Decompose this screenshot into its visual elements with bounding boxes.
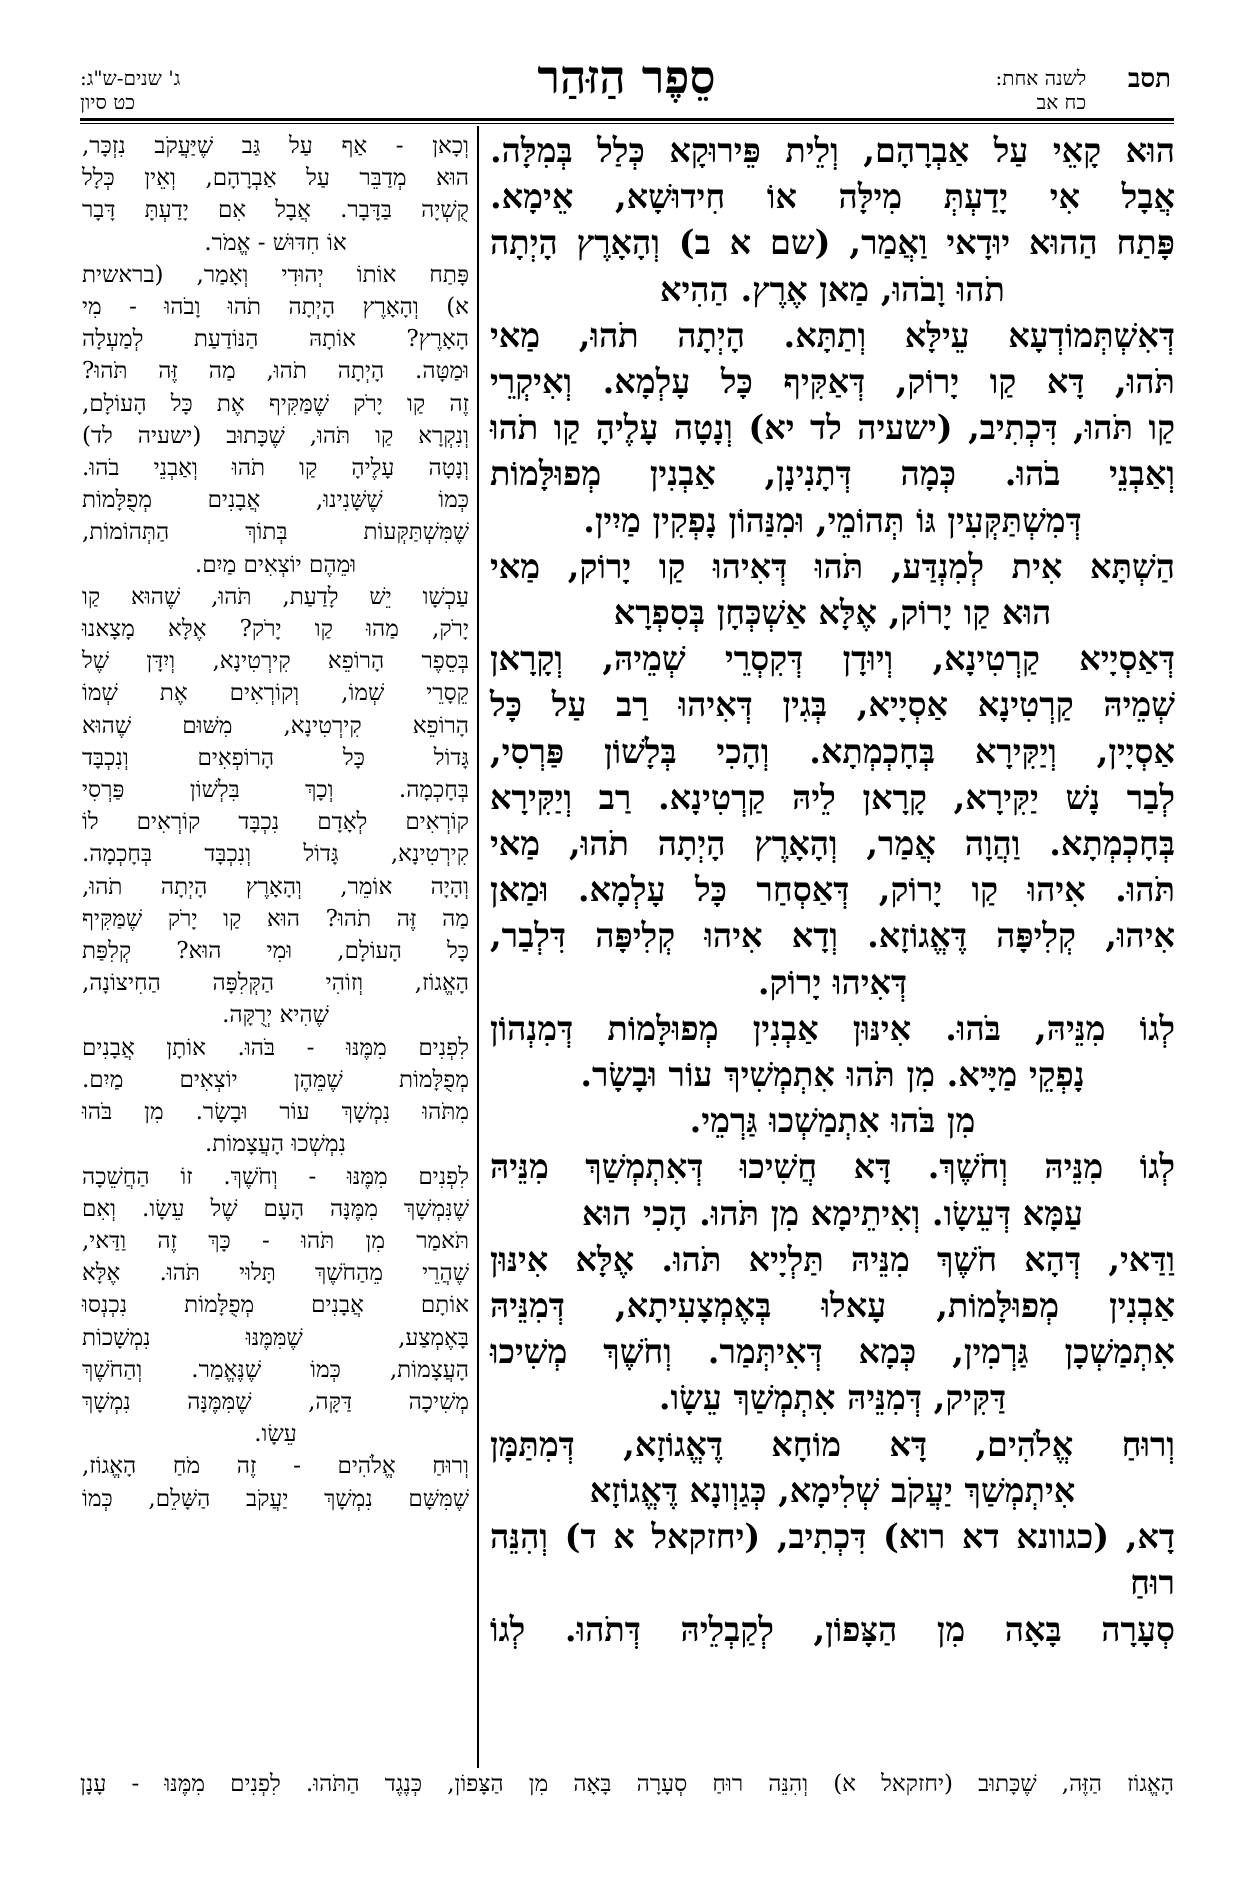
text-line: דְּמִשְׁתַּקְּעִין גּוֹ תְּהוֹמֵי, וּמִנַּהוֹן נָפְקִין מַיִין. xyxy=(583,500,1082,540)
text-line: מִן בֹּהוּ אִתְמַשְׁכוּ גַּרְמֵי. xyxy=(689,1101,976,1141)
header-left xyxy=(80,66,260,114)
schedule-left: ג' שנים-ש"ג: xyxy=(80,66,181,90)
text-line: אַבְנִין מְפוּלָּמוֹת, עָאלוּ בְּאֶמְצָעִיתָא, דְּמִנֵּיהּ xyxy=(490,1286,1175,1326)
text-line: לְבַר נָשׁ יַקִּירָא, קָרָאן לֵיהּ קַרְטִינָא. רַב וְיַקִּירָא xyxy=(490,777,1175,817)
translation-line: קֵסָרֵי שְׁמוֹ, וְקוֹרְאִים אֶת שְׁמוֹ xyxy=(82,680,469,707)
text-line: פָּתַח הַהוּא יוּדָאי וַאֲמַר, (שם א ב) וְהָאָרֶץ הָיְתָה xyxy=(490,223,1175,263)
translation-line: קֻשְׁיָה בַּדָּבָר. אֲבָל אִם יָדַעְתָּ דָּבָר xyxy=(82,197,469,224)
text-line: הַשְׁתָּא אִית לְמִנְדַּע, תֹּהוּ דְּאִיהוּ קַו יָרוֹק, מַאי xyxy=(490,546,1175,586)
text-line: דָא, (כגוונא דא רוא) דִּכְתִיב, (יחזקאל א ד) וְהִנֵּה רוּחַ xyxy=(490,1517,1175,1603)
text-line: אַסְיָין, וְיַקִּירָא בְּחָכְמְתָא. וְהָכִי בְּלָשׁוֹן פַּרְסִי, xyxy=(490,731,1175,771)
translation-line: וְנִקְרָא קַו תֹּהוּ, שֶׁכָּתוּב (ישעיה לד) xyxy=(82,422,469,449)
page-title: סֵפֶר הַזּהַר xyxy=(537,50,716,104)
translation-line: כְּמוֹ שֶׁשָּׁנִינוּ, אֲבָנִים מְפֻלָּמוֹת xyxy=(82,487,469,514)
hebrew-translation-column xyxy=(82,130,469,1515)
text-line: דְּאַסְיָיא קַרְטִינָא, וְיוּדָן דְּקִסְרֵי שְׁמֵיהּ, וְקָרָאן xyxy=(490,639,1175,679)
text-line: אִיהוּ, קְלִיפָּה דֶּאֱגוֹזָא. וְדָא אִיהוּ קְלִיפָּה דִּלְבַר, xyxy=(490,916,1175,956)
text-line: וְאַבְנֵי בֹהוּ. כְּמָה דְּתָנִינָן, אַבְנִין מְפוּלָּמוֹת xyxy=(490,454,1175,494)
schedule-label: לשנה אחת: xyxy=(995,66,1087,90)
text-line: תֹהוּ וָבֹהוּ, מַאן אֶרֶץ. הַהִיא xyxy=(660,269,1005,309)
translation-line: מִתֹּהוּ נִמְשָׁךְ עוֹר וּבָשָׂר. מִן בֹּהוּ xyxy=(82,1099,469,1126)
translation-line: אוֹ חִדּוּשׁ - אֱמֹר. xyxy=(204,229,347,256)
text-line: דְּאִשְׁתְּמוֹדְעָא עֵילָּא וְתַתָּא. הָיְתָה תֹהוּ, מַאי xyxy=(490,315,1175,355)
text-line: בְּחָכְמְתָא. וַהֲוָה אֲמַר, וְהָאָרֶץ הָיְתָה תֹהוּ, מַאי xyxy=(490,824,1175,864)
page-number: תסב xyxy=(1127,64,1171,94)
translation-line: לִפְנִים מִמֶּנּוּ - וְחֹשֶׁךְ. זוֹ הַחֲשֵׁכָה xyxy=(82,1163,469,1190)
text-line: הוּא קָאֵי עַל אַבְרָהָם, וְלֵית פֵּירוּקָא כְּלַל בְּמִלָּה. xyxy=(490,131,1175,170)
translation-line: בָּאֶמְצַע, שֶׁמִּמֶּנּוּ נִמְשָׁכוֹת xyxy=(82,1324,469,1351)
translation-line: עַכְשָׁו יֵשׁ לָדַעַת, תֹּהוּ, שֶׁהוּא קַו xyxy=(82,583,469,610)
text-line: אִתְמַשְׁכָן גַּרְמִין, כְּמָא דְּאִיתְּמַר. וְחֹשֶׁךְ מְשִׁיכוּ xyxy=(490,1332,1175,1372)
translation-line: זֶה קַו יָרֹק שֶׁמַּקִּיף אֶת כָּל הָעוֹלָם, xyxy=(82,390,469,417)
header-rule xyxy=(80,118,1174,121)
text-line: לְגוֹ מִנֵּיהּ, בֹּהוּ. אִינּוּן אַבְנִין מְפוּלָּמוֹת דְּמִנְהוֹן xyxy=(490,1008,1175,1048)
translation-line: שֶׁנִּמְשָׁךְ מִמֶּנָּה הָעָם שֶׁל עֵשָׂו. וְאִם xyxy=(82,1195,469,1222)
text-line: אֲבָל אִי יָדַעְתְּ מִילָּה אוֹ חִידוּשָׁא, אֵימָא. xyxy=(490,177,1175,217)
translation-line: בְּסֵפֶר הָרוֹפֵא קִירְטִינָא, וְיִדָּן שֶׁל xyxy=(82,648,469,675)
translation-line: נִמְשְׁכוּ הָעֲצָמוֹת. xyxy=(205,1131,346,1158)
bottom-translation-line: הָאֱגוֹז הַזֶּה, שֶׁכָּתוּב (יחזקאל א) וְהִנֵּה רוּחַ סְעָרָה בָּאָה מִן הַצָּפוֹן, כְּנֶגֶד הַתֹּהוּ. לִפְנִים מִמֶּנּוּ - עָנָן xyxy=(80,1771,1174,1797)
translation-line: כָּל הָעוֹלָם, וּמִי הוּא? קְלִפַּת xyxy=(82,938,469,965)
translation-line: הָרוֹפֵא קִירְטִינָא, מִשּׁוּם שֶׁהוּא xyxy=(82,712,469,739)
translation-line: וְכָאן - אַף עַל גַּב שֶׁיַּעֲקֹב נִזְכָּר, xyxy=(82,133,469,159)
translation-line: הָאֱגוֹז, וְזוֹהִי הַקְּלִפָּה הַחִיצוֹנָה, xyxy=(82,970,469,997)
column-separator xyxy=(477,126,479,1768)
translation-line: הוּא מְדַבֵּר עַל אַבְרָהָם, וְאֵין כְּלָל xyxy=(82,165,469,192)
text-line: עַמָּא דְּעֵשָׂו. וְאִיתֵימָא מִן תֹּהוּ. הָכִי הוּא xyxy=(582,1193,1083,1233)
translation-line: קִירְטִינָא, גָּדוֹל וְנִכְבָּד בְּחָכְמָה. xyxy=(82,841,469,868)
translation-line: שֶׁהֲרֵי מֵהַחֹשֶׁךְ תָּלוּי תֹּהוּ. אֶלָּא xyxy=(82,1260,469,1287)
text-line: קַו תֹּהוּ, דִּכְתִיב, (ישעיה לד יא) וְנָטָה עָלֶיהָ קַו תֹהוּ xyxy=(490,408,1175,448)
text-line: דַּקִּיק, דְּמִנֵּיהּ אִתְמְשַׁךְ עֵשָׂו. xyxy=(658,1378,1007,1418)
translation-line: הָאָרֶץ? אוֹתָהּ הַנּוֹדַעַת לְמַעְלָה xyxy=(82,326,469,353)
translation-line: קוֹרְאִים לְאָדָם נִכְבָּד קוֹרְאִים לוֹ xyxy=(82,809,469,836)
translation-line: וְרוּחַ אֱלֹהִים - זֶה מֹחַ הָאֱגוֹז, xyxy=(82,1453,469,1480)
text-line: סְעָרָה בָּאָה מִן הַצָּפוֹן, לְקַבְלֵיהּ דְּתֹהוּ. לְגוֹ xyxy=(490,1609,1175,1649)
translation-line: מְפֻלָּמוֹת שֶׁמֵּהֶן יוֹצְאִים מַיִם. xyxy=(82,1066,469,1093)
translation-line: שֶׁמִּשְׁתַּקְּעוֹת בְּתוֹךְ הַתְּהוֹמוֹת, xyxy=(82,519,469,546)
text-line: וְרוּחַ אֱלֹהִים, דָּא מוֹחָא דֶּאֱגוֹזָא, דְּמִתַּמָּן xyxy=(490,1424,1175,1464)
header-rule-thin xyxy=(80,123,1174,124)
text-line: וַדַּאי, דְּהָא חֹשֶׁךְ מִנֵּיהּ תַּלְיָיא תֹּהוּ. אֶלָּא אִינּוּן xyxy=(490,1239,1175,1279)
aramaic-text-column xyxy=(490,128,1175,1653)
text-line: אִיתְמְשַׁךְ יַעֲקֹב שְׁלִימָא, כְּגַוְונָא דֶּאֱגוֹזָא xyxy=(589,1470,1076,1510)
translation-line: שֶׁמִּשָּׁם נִמְשָׁךְ יַעֲקֹב הַשָּׁלֵם, כְּמוֹ xyxy=(82,1485,469,1512)
translation-line: וּמַטָּה. הָיְתָה תֹהוּ, מַה זֶּה תֹּהוּ? xyxy=(82,358,469,385)
translation-line: אוֹתָם אֲבָנִים מְפֻלָּמוֹת נִכְנְסוּ xyxy=(82,1292,469,1319)
translation-line: וְהָיָה אוֹמֵר, וְהָאָרֶץ הָיְתָה תֹהוּ, xyxy=(82,873,469,900)
date-right: כח אב xyxy=(1036,90,1087,114)
translation-line: גָּדוֹל כָּל הָרוֹפְאִים וְנִכְבָּד xyxy=(82,744,469,771)
text-line: תֹּהוּ. אִיהוּ קַו יָרוֹק, דְּאַסְחַר כָּל עָלְמָא. וּמַאן xyxy=(490,870,1175,910)
text-line: נָפְקֵי מַיָּיא. מִן תֹּהוּ אִתְמְשִׁיךְ עוֹר וּבָשָׂר. xyxy=(580,1055,1085,1095)
date-left: כט סיון xyxy=(80,90,136,114)
text-line: הוּא קַו יָרוֹק, אֶלָּא אַשְׁכְּחָן בְּסִפְרָא xyxy=(613,593,1052,633)
translation-line: וּמֵהֶם יוֹצְאִים מַיִם. xyxy=(194,551,357,578)
text-line: שְׁמֵיהּ קַרְטִינָא אַסְיָיא, בְּגִין דְּאִיהוּ רַב עַל כָּל xyxy=(490,685,1175,725)
text-line: דְּאִיהוּ יָרוֹק. xyxy=(757,962,908,1002)
translation-line: מַה זֶּה תֹהוּ? הוּא קַו יָרֹק שֶׁמַּקִּיף xyxy=(82,905,469,932)
translation-line: הָעֲצָמוֹת, כְּמוֹ שֶׁנֶּאֱמַר. וְהַחֹשֶׁךְ xyxy=(82,1356,469,1383)
translation-line: לִפְנִים מִמֶּנּוּ - בֹּהוּ. אוֹתָן אֲבָנִים xyxy=(82,1034,469,1061)
translation-line: יָרֹק, מַהוּ קַו יָרֹק? אֶלָּא מָצָאנוּ xyxy=(82,616,469,643)
translation-line: בְּחָכְמָה. וְכָךְ בִּלְשׁוֹן פַּרְסִי xyxy=(82,777,469,804)
translation-line: שֶׁהִיא יְרֻקָּה. xyxy=(222,1002,329,1029)
translation-line: מְשִׁיכָה דַּקָּה, שֶׁמִּמֶּנָּה נִמְשָׁךְ xyxy=(82,1388,469,1415)
translation-line: וְנָטָה עָלֶיהָ קַו תֹהוּ וְאַבְנֵי בֹהוּ. xyxy=(82,455,469,482)
translation-line: פָּתַח אוֹתוֹ יְהוּדִי וְאָמַר, (בראשית xyxy=(82,261,469,288)
translation-line: תֹּאמַר מִן תֹּהוּ - כָּךְ זֶה וַדַּאי, xyxy=(82,1227,469,1254)
translation-line: עֵשָׂו. xyxy=(254,1421,297,1448)
text-line: לְגוֹ מִנֵּיהּ וְחֹשֶׁךְ. דָּא חֲשִׁיכוּ דְּאִתְמְשַׁךְ מִנֵּיהּ xyxy=(490,1147,1175,1187)
translation-line: א) וְהָאָרֶץ הָיְתָה תֹהוּ וָבֹהוּ - מִי xyxy=(82,294,469,321)
text-line: תֹּהוּ, דָּא קַו יָרוֹק, דְּאַקִּיף כָּל עָלְמָא. וְאִיקְרֵי xyxy=(490,362,1175,402)
